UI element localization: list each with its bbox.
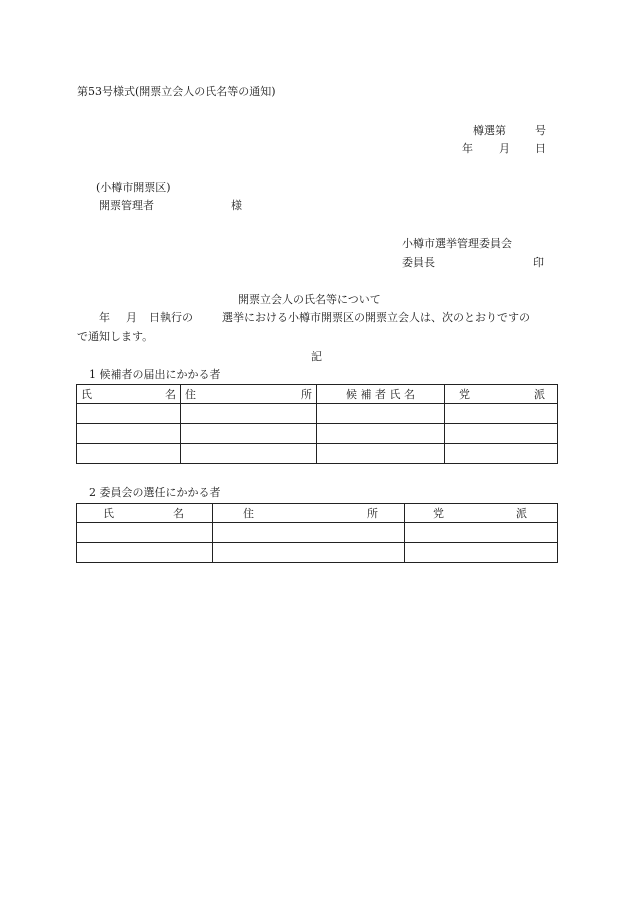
ki-marker: 記 <box>311 350 322 363</box>
table-cell <box>77 424 181 444</box>
table-cell <box>181 404 317 424</box>
table-row <box>77 444 558 464</box>
candidate-table-header <box>77 385 558 404</box>
table-cell <box>317 444 445 464</box>
date-year: 年 <box>462 142 473 155</box>
recipient-honorific: 様 <box>231 199 242 212</box>
table-cell <box>317 404 445 424</box>
sender-seal: 印 <box>533 256 544 269</box>
sender-title: 委員長 <box>402 256 435 269</box>
table-cell <box>213 543 405 563</box>
table-row <box>77 543 558 563</box>
section1-title: 1 候補者の届出にかかる者 <box>89 368 221 381</box>
document-number-prefix: 樽選第 <box>473 124 506 137</box>
table-cell <box>445 444 558 464</box>
body-month: 月 <box>126 311 137 324</box>
table-cell <box>181 444 317 464</box>
table-cell <box>405 543 558 563</box>
date-day: 日 <box>535 142 546 155</box>
body-text-line1: 選挙における小樽市開票区の開票立会人は、次のとおりですの <box>222 311 530 324</box>
table-cell <box>213 523 405 543</box>
header-party: 党 派 <box>445 385 558 404</box>
body-text-line2: で通知します。 <box>77 330 154 343</box>
document-number-suffix: 号 <box>535 124 546 137</box>
table-cell <box>77 444 181 464</box>
header-candidate-name: 候 補 者 氏 名 <box>317 385 445 404</box>
date-month: 月 <box>499 142 510 155</box>
table-cell <box>77 543 213 563</box>
table-cell <box>77 404 181 424</box>
sender-org: 小樽市選挙管理委員会 <box>402 237 512 250</box>
recipient-title: 開票管理者 <box>99 199 154 212</box>
body-day-exec: 日執行の <box>149 311 193 324</box>
header-name: 氏 名 <box>77 385 181 404</box>
header-name: 氏 名 <box>77 504 213 523</box>
form-title: 第53号様式(開票立会人の氏名等の通知) <box>77 85 276 98</box>
table-row <box>77 404 558 424</box>
committee-table-header <box>77 504 558 523</box>
subject: 開票立会人の氏名等について <box>238 293 381 306</box>
table-cell <box>181 424 317 444</box>
header-address: 住 所 <box>213 504 405 523</box>
body-year: 年 <box>99 311 110 324</box>
header-party: 党 派 <box>405 504 558 523</box>
table-cell <box>77 523 213 543</box>
table-cell <box>317 424 445 444</box>
section2-title: 2 委員会の選任にかかる者 <box>89 486 221 499</box>
committee-table <box>76 503 558 563</box>
table-row <box>77 523 558 543</box>
recipient-district: (小樽市開票区) <box>96 181 171 194</box>
header-address: 住 所 <box>181 385 317 404</box>
candidate-table <box>76 384 558 464</box>
table-cell <box>445 424 558 444</box>
table-row <box>77 424 558 444</box>
table-cell <box>445 404 558 424</box>
table-cell <box>405 523 558 543</box>
